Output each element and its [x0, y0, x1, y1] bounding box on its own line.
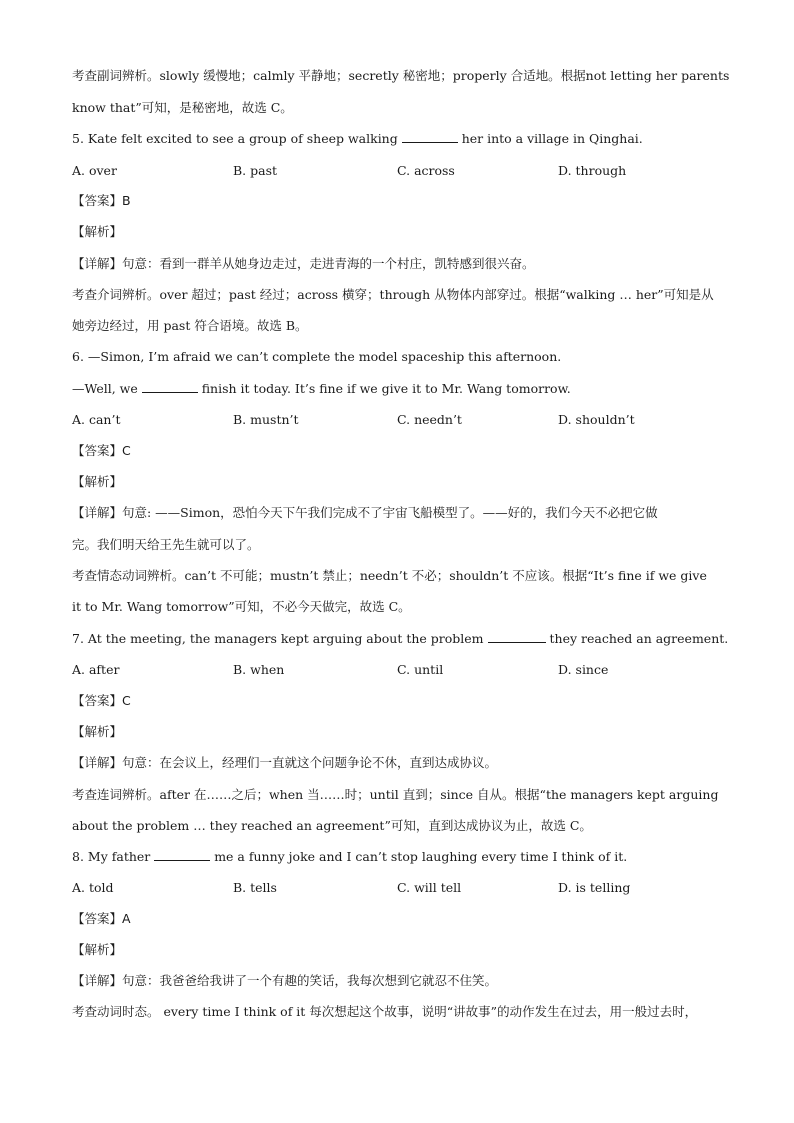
question-6-detail-3: 考查情态动词辨析。can’t 不可能；mustn’t 禁止；needn’t 不必；shouldn’t 不应该。根据“It’s fine if we give: [72, 568, 707, 583]
question-6-stem: 6. —Simon, I’m afraid we can’t complete the model spaceship this afternoon.: [72, 349, 562, 364]
question-6-option-a: A. can’t: [72, 412, 121, 427]
question-5-detail-2: 考查介词辨析。over 超过；past 经过；across 横穿；through 从物体内部穿过。根据“walking … her”可知是从: [72, 287, 714, 302]
question-6-option-b: B. mustn’t: [233, 412, 299, 427]
question-8-analysis-label: 【解析】: [72, 942, 123, 957]
answer-blank: [402, 131, 458, 143]
question-5-stem-before: 5. Kate felt excited to see a group of sheep walking: [72, 131, 402, 146]
question-7-detail-3: about the problem … they reached an agreement”可知，直到达成协议为止，故选 C。: [72, 818, 592, 833]
question-7-analysis-label: 【解析】: [72, 724, 123, 739]
question-6-detail-1: 【详解】句意: ——Simon，恐怕今天下午我们完成不了宇宙飞船模型了。——好的，我们今天不必把它做: [72, 505, 658, 520]
question-7-stem-after: they reached an agreement.: [545, 631, 729, 646]
question-8-stem: [72, 849, 732, 865]
question-8-detail-2: 考查动词时态。 every time I think of it 每次想起这个故事，说明“讲故事”的动作发生在过去，用一般过去时，: [72, 1004, 698, 1019]
question-5-option-a: A. over: [72, 163, 117, 178]
question-7-stem-before: 7. At the meeting, the managers kept arguing about the problem: [72, 631, 488, 646]
question-6-analysis-label: 【解析】: [72, 474, 123, 489]
question-8-stem-before: 8. My father: [72, 849, 155, 864]
answer-blank: [154, 849, 210, 861]
question-5-option-b: B. past: [233, 163, 278, 178]
question-8-detail-1: 【详解】句意：我爸爸给我讲了一个有趣的笑话，我每次想到它就忍不住笑。: [72, 973, 498, 988]
question-7-stem: [72, 631, 732, 647]
question-6-detail-4: it to Mr. Wang tomorrow”可知，不必今天做完，故选 C。: [72, 599, 411, 614]
question-7-option-d: D. since: [558, 662, 609, 677]
question-6-detail-2: 完。我们明天给王先生就可以了。: [72, 537, 260, 552]
answer-blank: [488, 631, 546, 643]
question-5-answer: 【答案】B: [72, 193, 131, 208]
question-7-answer: 【答案】C: [72, 693, 131, 708]
question-5-detail-1: 【详解】句意：看到一群羊从她身边走过，走进青海的一个村庄，凯特感到很兴奋。: [72, 256, 535, 271]
question-7-detail-1: 【详解】句意：在会议上，经理们一直就这个问题争论不休，直到达成协议。: [72, 755, 498, 770]
question-7-option-c: C. until: [397, 662, 444, 677]
question-5-stem: [72, 131, 732, 147]
question-5-stem-after: her into a village in Qinghai.: [457, 131, 643, 146]
question-5-option-c: C. across: [397, 163, 455, 178]
question-6-stem-line2-after: finish it today. It’s fine if we give it to Mr. Wang tomorrow.: [197, 381, 571, 396]
question-8-answer: 【答案】A: [72, 911, 131, 926]
question-6-option-d: D. shouldn’t: [558, 412, 635, 427]
question-6-stem-line2-before: —Well, we: [72, 381, 142, 396]
question-8-option-c: C. will tell: [397, 880, 462, 895]
answer-blank: [142, 381, 198, 393]
question-7-detail-2: 考查连词辨析。after 在……之后；when 当……时；until 直到；since 自从。根据“the managers kept arguing: [72, 787, 719, 802]
question-5-option-d: D. through: [558, 163, 627, 178]
question-6-stem-line-2: [72, 381, 732, 397]
question-7-option-b: B. when: [233, 662, 285, 677]
question-8-option-b: B. tells: [233, 880, 277, 895]
question-5-analysis-label: 【解析】: [72, 224, 123, 239]
question-5-detail-3: 她旁边经过，用 past 符合语境。故选 B。: [72, 318, 308, 333]
intro-line-1: 考查副词辨析。slowly 缓慢地；calmly 平静地；secretly 秘密地；properly 合适地。根据not letting her parents: [72, 68, 730, 83]
question-7-option-a: A. after: [72, 662, 120, 677]
question-6-option-c: C. needn’t: [397, 412, 462, 427]
question-8-option-d: D. is telling: [558, 880, 631, 895]
question-8-stem-after: me a funny joke and I can’t stop laughing every time I think of it.: [210, 849, 628, 864]
question-6-answer: 【答案】C: [72, 443, 131, 458]
question-8-option-a: A. told: [72, 880, 114, 895]
intro-line-2: know that”可知，是秘密地，故选 C。: [72, 100, 293, 115]
